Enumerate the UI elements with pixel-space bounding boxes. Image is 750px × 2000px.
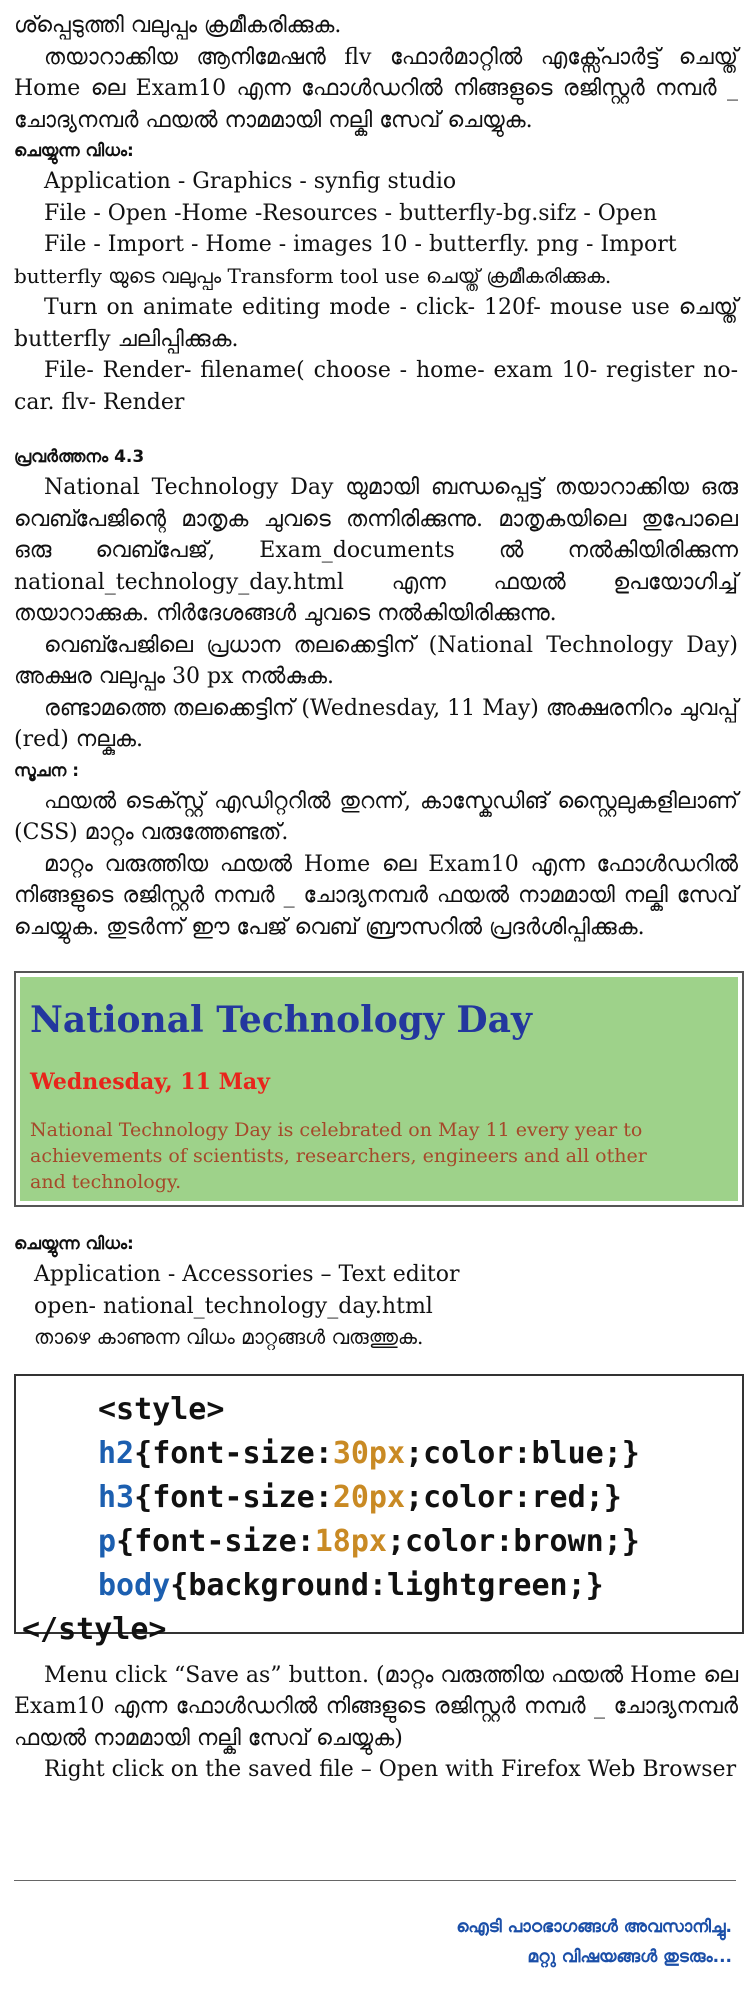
method-heading: ചെയ്യുന്ന വിധം:: [14, 1234, 134, 1254]
step-line: File - Import - Home - images 10 - butterfly. png - Import: [44, 232, 677, 257]
code-rule-line: body{background:lightgreen;}: [98, 1567, 604, 1603]
hint-paragraph: ഫയൽ ടെക്സ്റ്റ് എഡിറ്ററിൽ തുറന്ന്, കാസ്കേഡിങ് സ്റ്റൈലുകളിലാണ് (CSS) മാറ്റം വരുത്തേണ്ടത്.: [14, 788, 738, 845]
save-paragraph: Menu click “Save as” button. (മാറ്റം വരുത്തിയ ഫയൽ Home ലെ Exam10 എന്ന ഫോൾഡറിൽ നിങ്ങളുടെ രജിസ്റ്റർ നമ്പർ _ ചോദ്യനമ്പർ ഫയൽ നാമമായി നല്കി സേവ് ചെയ്യുക): [14, 1662, 738, 1751]
step-line: File - Open -Home -Resources - butterfly-bg.sifz - Open: [44, 200, 658, 226]
sample-paragraph-line: achievements of scientists, researchers, engineers and all other: [30, 1145, 647, 1167]
instruction-paragraph: വെബ്പേജിലെ പ്രധാന തലക്കെട്ടിന് (National Technology Day) അക്ഷര വലുപ്പം 30 px നൽകുക.: [14, 632, 738, 689]
step-line: താഴെ കാണുന്ന വിധം മാറ്റങ്ങൾ വരുത്തുക.: [34, 1325, 424, 1349]
section-save: [14, 1660, 738, 1786]
code-selector: h3: [98, 1479, 135, 1515]
code-rule-line: h3{font-size:20px;color:red;}: [98, 1479, 622, 1515]
sample-paragraph: [30, 1117, 728, 1195]
activity-heading: പ്രവർത്തനം 4.3: [14, 447, 145, 467]
code-number: 20px: [332, 1479, 406, 1515]
step-line: open- national_technology_day.html: [34, 1293, 433, 1319]
sample-webpage: [20, 977, 738, 1201]
sample-main-heading: National Technology Day: [30, 999, 532, 1041]
activity-paragraph: National Technology Day യുമായി ബന്ധപ്പെട്ട് തയാറാക്കിയ ഒരു വെബ്പേജിന്റെ മാതൃക ചുവടെ തന്നിരിക്കുന്നു. മാതൃകയിലെ തുപോലെ ഒരു വെബ്പേജ്, Exam_documents ൽ നൽകിയിരിക്കുന്ന national_technology_day.html എന്ന ഫയൽ ഉപയോഗിച്ച് തയാറാക്കുക. നിർദേശങ്ങൾ ചുവടെ നൽകിയിരിക്കുന്നു.: [14, 475, 738, 626]
divider: [14, 1880, 736, 1881]
sample-sub-heading: Wednesday, 11 May: [30, 1069, 270, 1095]
step-line: butterfly യുടെ വലുപ്പം Transform tool use ചെയ്ത് ക്രമീകരിക്കുക.: [14, 263, 612, 288]
code-rule-line: p{font-size:18px;color:brown;}: [98, 1523, 640, 1559]
css-code-block: [14, 1374, 744, 1647]
sample-paragraph-line: National Technology Day is celebrated on May 11 every year to: [30, 1119, 643, 1141]
code-selector: h2: [98, 1435, 135, 1471]
intro-line: ശ്പ്പെടുത്തി വലുപ്പം ക്രമീകരിക്കുക.: [14, 13, 342, 38]
intro-paragraph: തയാറാക്കിയ ആനിമേഷൻ flv ഫോർമാറ്റിൽ എക്സ്പോർട്ട് ചെയ്ത് Home ലെ Exam10 എന്ന ഫോൾഡറിൽ നിങ്ങളുടെ രജിസ്റ്റർ നമ്പർ _ ചോദ്യനമ്പർ ഫയൽ നാമമായി നല്കി സേവ് ചെയ്യുക.: [14, 44, 738, 133]
section-method: [14, 1229, 738, 1354]
instruction-paragraph: രണ്ടാമത്തെ തലക്കെട്ടിന് (Wednesday, 11 May) അക്ഷരനിറം ചുവപ്പ് (red) നല്കുക.: [14, 695, 738, 752]
hint-paragraph: മാറ്റം വരുത്തിയ ഫയൽ Home ലെ Exam10 എന്ന ഫോൾഡറിൽ നിങ്ങളുടെ രജിസ്റ്റർ നമ്പർ _ ചോദ്യനമ്പർ ഫയൽ നാമമായി നല്കി സേവ് ചെയ്യുക. തുടർന്ന് ഈ പേജ് വെബ് ബ്രൗസറിൽ പ്രദർശിപ്പിക്കുക.: [14, 851, 738, 940]
footer-note: [456, 1912, 732, 1972]
section-synfig: [14, 10, 738, 418]
hint-heading: സൂചന :: [14, 760, 79, 781]
sample-paragraph-line: and technology.: [30, 1171, 182, 1193]
code-number: 30px: [332, 1435, 406, 1471]
footer-line: ഐടി പാഠഭാഗങ്ങൾ അവസാനിച്ചു.: [456, 1917, 732, 1937]
code-selector: p: [98, 1523, 117, 1559]
open-paragraph: Right click on the saved file – Open with Firefox Web Browser: [44, 1757, 737, 1782]
sample-webpage-figure: [14, 971, 744, 1207]
section-activity: [14, 442, 738, 943]
code-close-tag: </style>: [22, 1611, 167, 1647]
code-open-tag: <style>: [98, 1391, 225, 1427]
step-line: Application - Graphics - synfig studio: [44, 169, 457, 194]
step-line: File- Render- filename( choose - home- exam 10- register no-car. flv- Render: [14, 358, 738, 415]
step-line: Application - Accessories – Text editor: [34, 1262, 460, 1287]
method-heading: ചെയ്യുന്ന വിധം:: [14, 141, 134, 161]
code-selector: body: [98, 1567, 171, 1603]
footer-line: മറ്റു വിഷയങ്ങൾ തുടരും...: [527, 1947, 732, 1967]
code-rule-line: h2{font-size:30px;color:blue;}: [98, 1435, 640, 1471]
step-line: Turn on animate editing mode - click- 120f- mouse use ചെയ്ത് butterfly ചലിപ്പിക്കുക.: [14, 295, 738, 352]
code-number: 18px: [314, 1523, 387, 1559]
